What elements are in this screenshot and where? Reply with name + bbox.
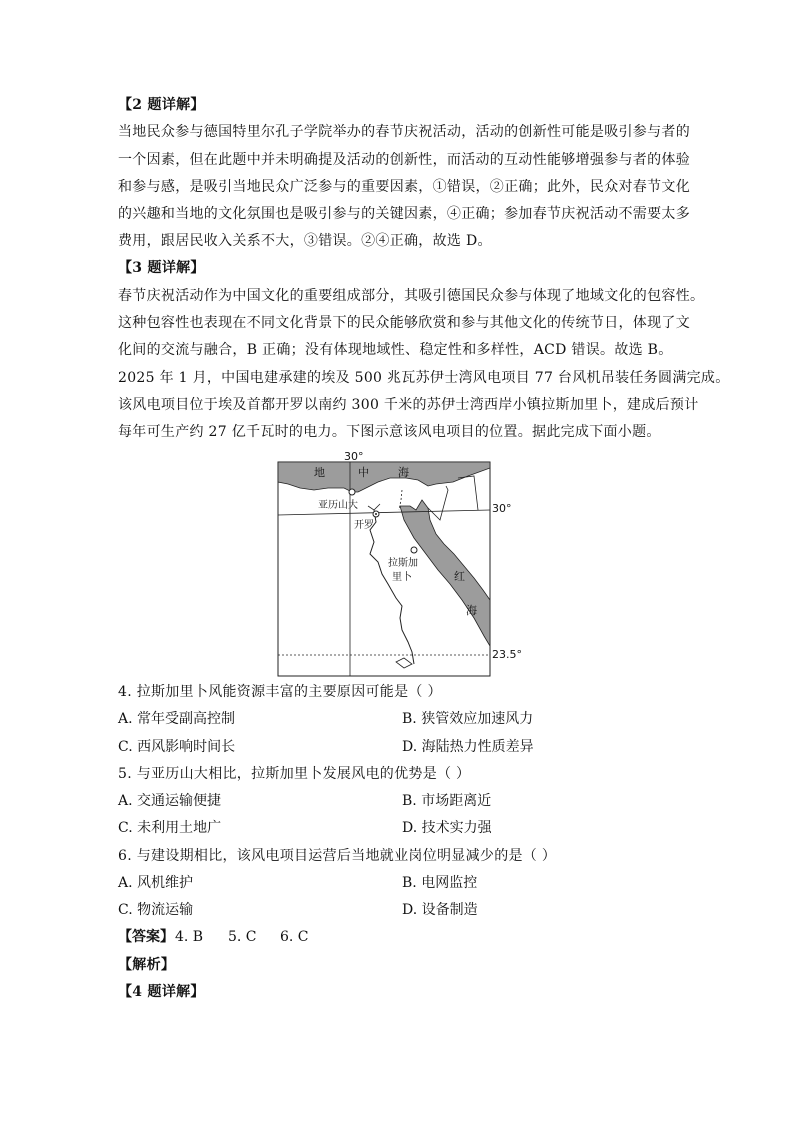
q3-detail-header: 【3 题详解】 bbox=[118, 260, 205, 276]
ras-ghareb-label: 里卜 bbox=[392, 572, 412, 583]
egypt-location-map bbox=[278, 450, 522, 678]
option-b[interactable]: B. 市场距离近 bbox=[402, 793, 492, 809]
option-d[interactable]: D. 设备制造 bbox=[402, 902, 478, 918]
q2-detail-line: 一个因素，但在此题中并未明确提及活动的创新性，而活动的互动性能够增强参与者的体验 bbox=[118, 152, 690, 168]
q3-detail-line: 春节庆祝活动作为中国文化的重要组成部分，其吸引德国民众参与体现了地域文化的包容性。 bbox=[118, 288, 705, 304]
option-d[interactable]: D. 技术实力强 bbox=[402, 820, 492, 836]
q3-detail-line: 化间的交流与融合，B 正确；没有体现地域性、稳定性和多样性，ACD 错误。故选 B。 bbox=[118, 342, 673, 358]
option-b[interactable]: B. 狭管效应加速风力 bbox=[402, 711, 534, 727]
option-a[interactable]: A. 常年受副高控制 bbox=[118, 711, 236, 727]
answer-label: 【答案】 bbox=[118, 929, 174, 945]
alexandria-marker bbox=[349, 489, 355, 495]
question-stem: 4. 拉斯加里卜风能资源丰富的主要原因可能是（ ） bbox=[118, 684, 442, 700]
q2-detail-line: 当地民众参与德国特里尔孔子学院举办的春节庆祝活动，活动的创新性可能是吸引参与者的 bbox=[118, 124, 690, 140]
option-c[interactable]: C. 物流运输 bbox=[118, 902, 194, 918]
answer-item: 6. C bbox=[280, 929, 309, 945]
alexandria-label: 亚历山大 bbox=[318, 500, 358, 511]
answer-item: 4. B bbox=[175, 929, 204, 945]
longitude-label: 30° bbox=[344, 450, 364, 463]
option-a[interactable]: A. 风机维护 bbox=[118, 875, 194, 891]
material-intro-line: 每年可生产约 27 亿千瓦时的电力。下图示意该风电项目的位置。据此完成下面小题。 bbox=[118, 424, 661, 440]
latitude-30-label: 30° bbox=[492, 502, 512, 515]
ras-ghareb-label: 拉斯加 bbox=[388, 558, 418, 569]
question-stem: 6. 与建设期相比，该风电项目运营后当地就业岗位明显减少的是（ ） bbox=[118, 848, 557, 864]
mediterranean-label: 海 bbox=[398, 466, 409, 479]
answer-item: 5. C bbox=[228, 929, 257, 945]
option-a[interactable]: A. 交通运输便捷 bbox=[118, 793, 222, 809]
latitude-23-label: 23.5° bbox=[492, 648, 522, 661]
material-intro-line: 2025 年 1 月，中国电建承建的埃及 500 兆瓦苏伊士湾风电项目 77 台风机吊装任务圆满完成。 bbox=[118, 370, 730, 386]
question-stem: 5. 与亚历山大相比，拉斯加里卜发展风电的优势是（ ） bbox=[118, 766, 471, 782]
option-d[interactable]: D. 海陆热力性质差异 bbox=[402, 739, 534, 755]
red-sea-label: 红 bbox=[454, 570, 465, 583]
option-b[interactable]: B. 电网监控 bbox=[402, 875, 478, 891]
cairo-label: 开罗 bbox=[354, 520, 374, 531]
q2-detail-line: 费用，跟居民收入关系不大，③错误。②④正确，故选 D。 bbox=[118, 233, 492, 249]
option-c[interactable]: C. 未利用土地广 bbox=[118, 820, 222, 836]
mediterranean-label: 地 bbox=[314, 466, 325, 479]
q2-detail-header: 【2 题详解】 bbox=[118, 97, 205, 113]
q2-detail-line: 的兴趣和当地的文化氛围也是吸引参与的关键因素，④正确；参加春节庆祝活动不需要太多 bbox=[118, 206, 690, 222]
red-sea-label: 海 bbox=[466, 604, 477, 617]
material-intro-line: 该风电项目位于埃及首都开罗以南约 300 千米的苏伊士湾西岸小镇拉斯加里卜，建成后预计 bbox=[118, 397, 699, 413]
ras-ghareb-marker bbox=[411, 547, 417, 553]
q2-detail-line: 和参与感，是吸引当地民众广泛参与的重要因素，①错误，②正确；此外，民众对春节文化 bbox=[118, 179, 690, 195]
cairo-marker-dot bbox=[375, 513, 377, 515]
option-c[interactable]: C. 西风影响时间长 bbox=[118, 739, 236, 755]
mediterranean-label: 中 bbox=[358, 466, 369, 479]
analysis-header: 【解析】 bbox=[118, 957, 176, 973]
q4-detail-header: 【4 题详解】 bbox=[118, 984, 205, 1000]
q3-detail-line: 这种包容性也表现在不同文化背景下的民众能够欣赏和参与其他文化的传统节日，体现了文 bbox=[118, 315, 690, 331]
